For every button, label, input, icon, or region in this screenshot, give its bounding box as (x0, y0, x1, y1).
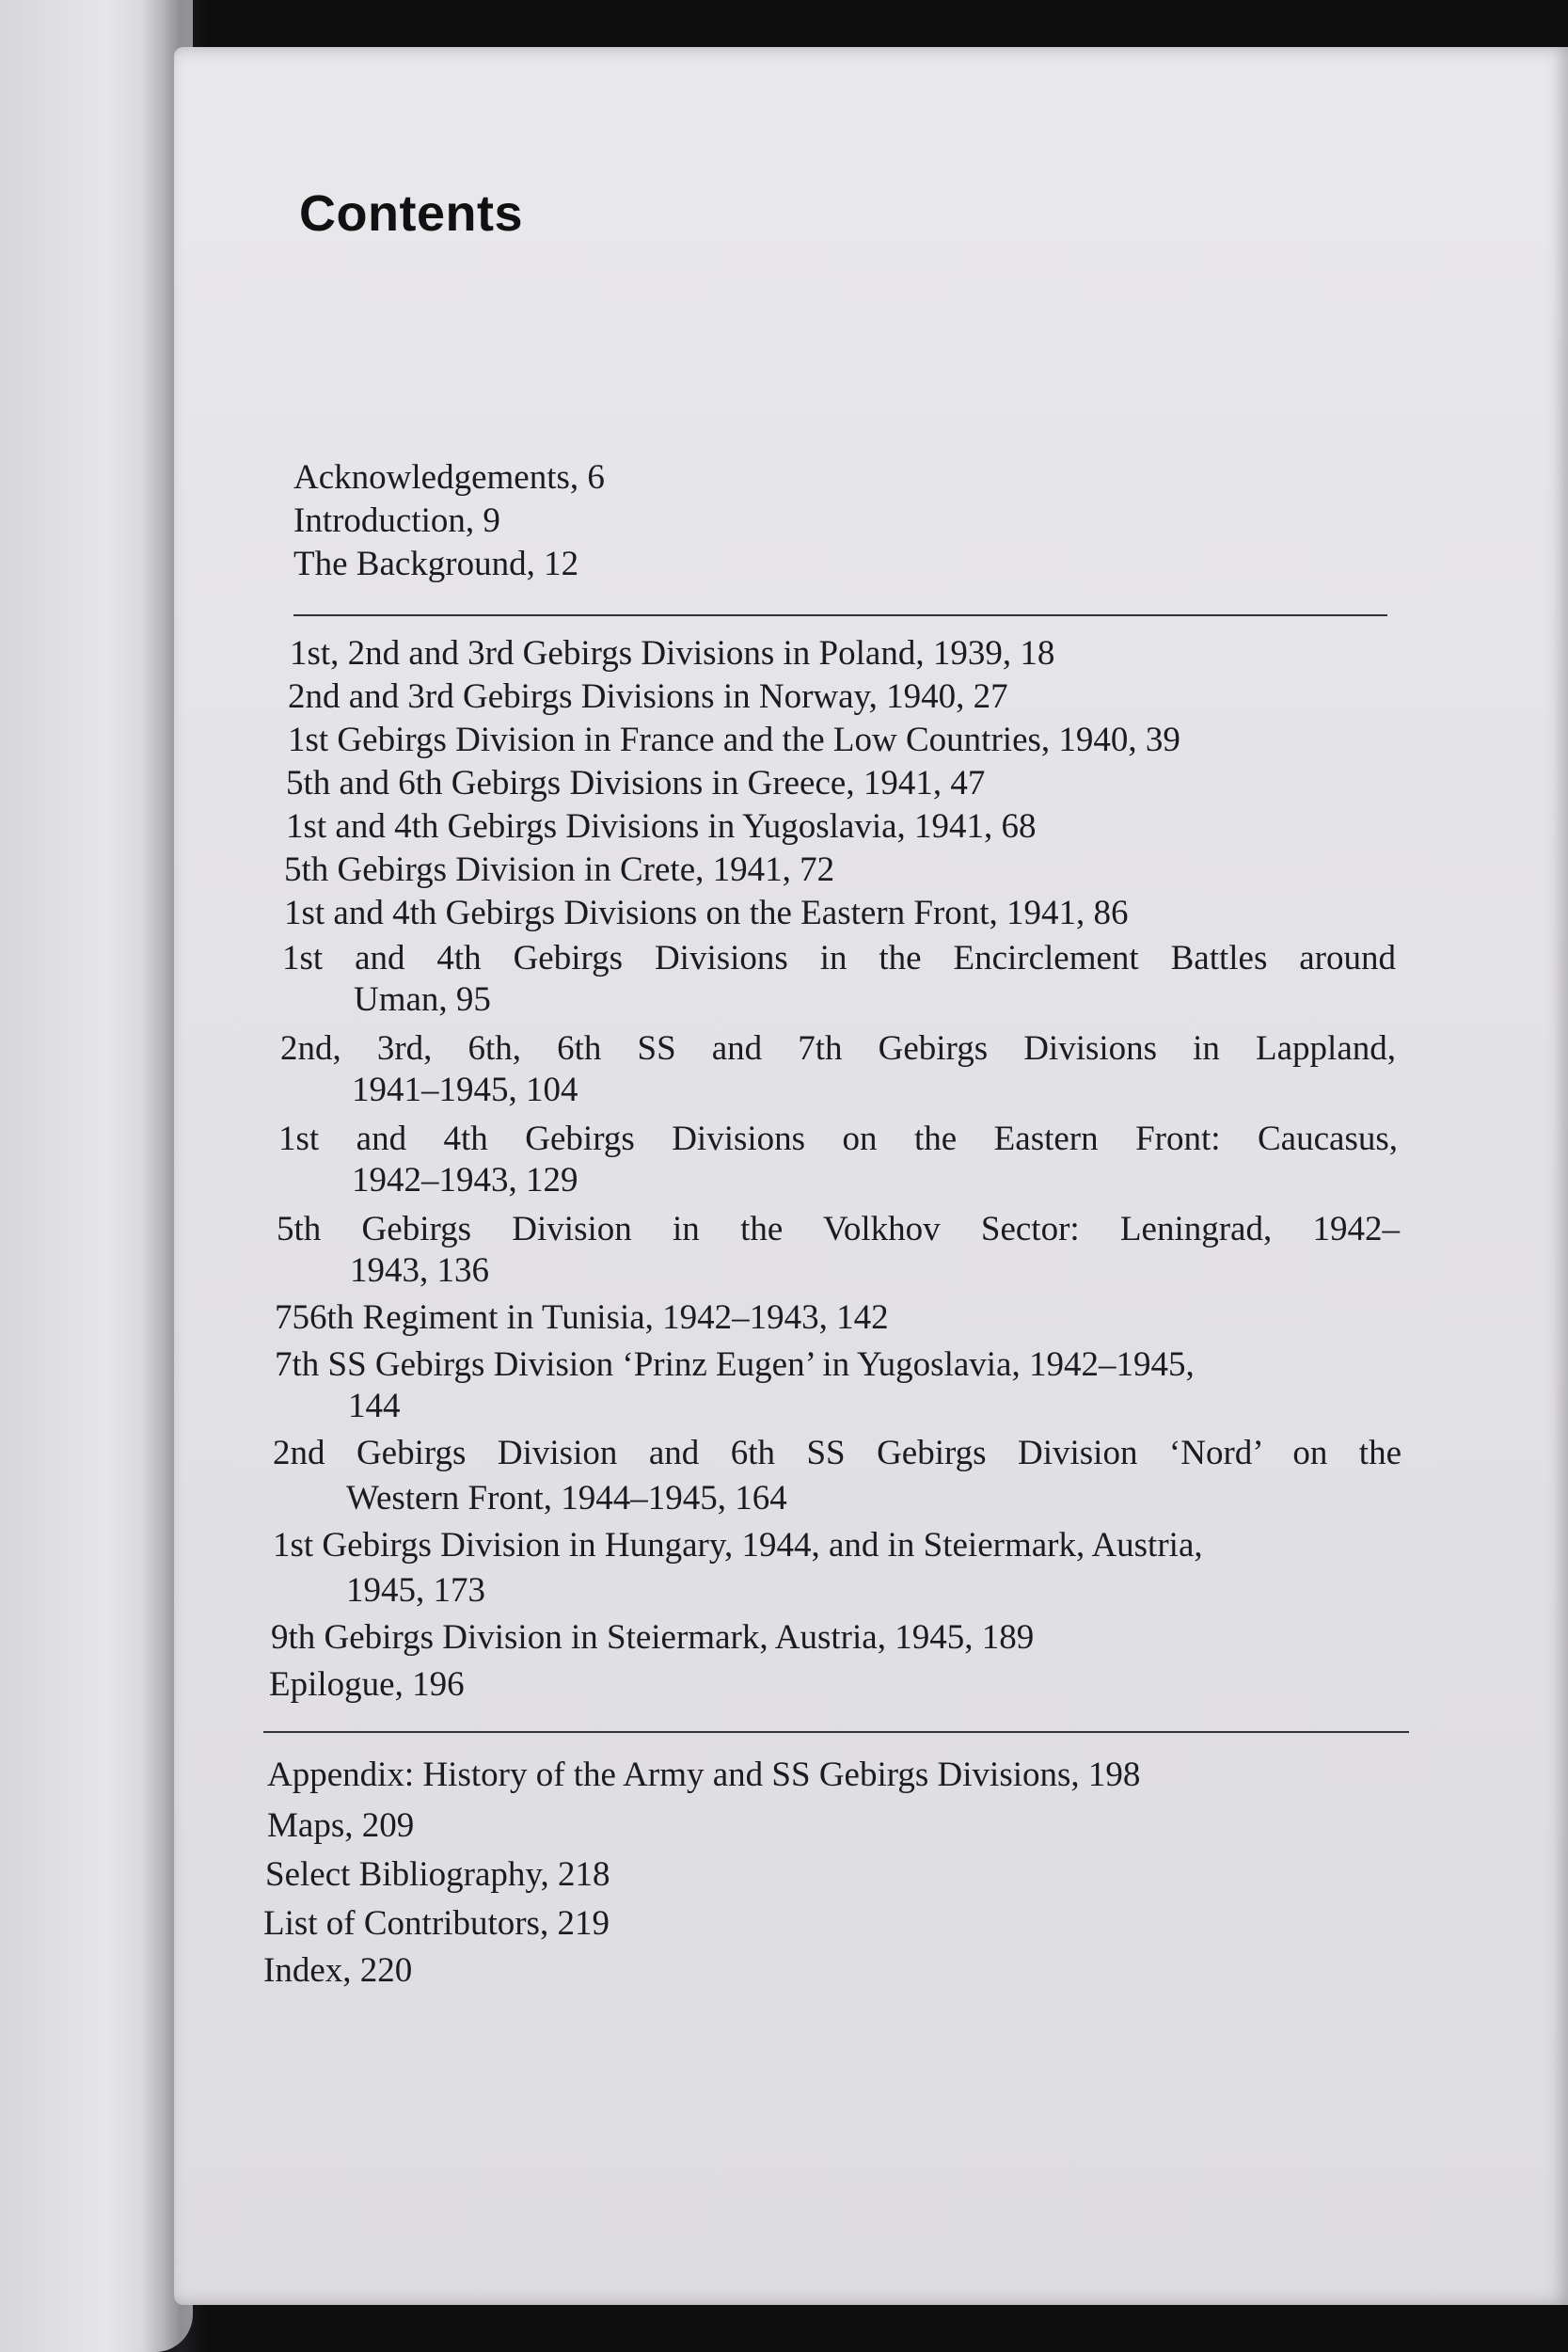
toc-chapter-9: 2nd, 3rd, 6th, 6th SS and 7th Gebirgs Divisions in Lappland, (280, 1029, 1396, 1068)
toc-chapter-16: 9th Gebirgs Division in Steiermark, Austria, 1945, 189 (271, 1618, 1035, 1657)
toc-chapter-13: 7th SS Gebirgs Division ‘Prinz Eugen’ in Yugoslavia, 1942–1945, (275, 1345, 1195, 1384)
toc-entry-background: The Background, 12 (293, 545, 579, 583)
toc-chapter-14: 2nd Gebirgs Division and 6th SS Gebirgs Division ‘Nord’ on the (273, 1434, 1402, 1472)
toc-chapter-15: 1st Gebirgs Division in Hungary, 1944, and in Steiermark, Austria, (273, 1526, 1203, 1565)
toc-chapter-14-cont: Western Front, 1944–1945, 164 (346, 1479, 787, 1518)
toc-chapter-2: 2nd and 3rd Gebirgs Divisions in Norway, 1940, 27 (288, 677, 1008, 716)
toc-chapter-epilogue: Epilogue, 196 (269, 1665, 465, 1704)
toc-chapter-13-cont: 144 (348, 1387, 401, 1425)
toc-entry-acknowledgements: Acknowledgements, 6 (293, 458, 605, 497)
toc-entry-appendix: Appendix: History of the Army and SS Gebirgs Divisions, 198 (267, 1756, 1141, 1794)
section-divider-top (293, 614, 1387, 616)
toc-chapter-8-cont: Uman, 95 (354, 980, 491, 1019)
toc-chapter-11: 5th Gebirgs Division in the Volkhov Sector: Leningrad, 1942– (277, 1210, 1400, 1248)
toc-entry-index: Index, 220 (263, 1951, 413, 1990)
toc-chapter-11-cont: 1943, 136 (350, 1251, 489, 1290)
toc-chapter-8: 1st and 4th Gebirgs Divisions in the Encirclement Battles around (282, 939, 1396, 977)
toc-chapter-9-cont: 1941–1945, 104 (352, 1071, 578, 1109)
toc-entry-contributors: List of Contributors, 219 (263, 1904, 610, 1943)
toc-entry-maps: Maps, 209 (267, 1806, 415, 1845)
toc-chapter-15-cont: 1945, 173 (346, 1571, 485, 1610)
toc-chapter-12: 756th Regiment in Tunisia, 1942–1943, 142 (275, 1298, 889, 1337)
toc-chapter-10-cont: 1942–1943, 129 (352, 1161, 578, 1200)
toc-entry-bibliography: Select Bibliography, 218 (265, 1855, 610, 1894)
page-title: Contents (299, 185, 523, 242)
section-divider-bottom (263, 1731, 1409, 1733)
toc-chapter-1: 1st, 2nd and 3rd Gebirgs Divisions in Poland, 1939, 18 (290, 634, 1055, 673)
toc-chapter-6: 5th Gebirgs Division in Crete, 1941, 72 (284, 850, 835, 889)
toc-entry-introduction: Introduction, 9 (293, 501, 500, 540)
toc-chapter-3: 1st Gebirgs Division in France and the Low Countries, 1940, 39 (288, 721, 1180, 759)
toc-chapter-10: 1st and 4th Gebirgs Divisions on the Eastern Front: Caucasus, (278, 1120, 1398, 1158)
toc-chapter-7: 1st and 4th Gebirgs Divisions on the Eastern Front, 1941, 86 (284, 894, 1129, 932)
toc-chapter-5: 1st and 4th Gebirgs Divisions in Yugoslavia, 1941, 68 (286, 807, 1037, 846)
toc-chapter-4: 5th and 6th Gebirgs Divisions in Greece, 1941, 47 (286, 764, 986, 803)
